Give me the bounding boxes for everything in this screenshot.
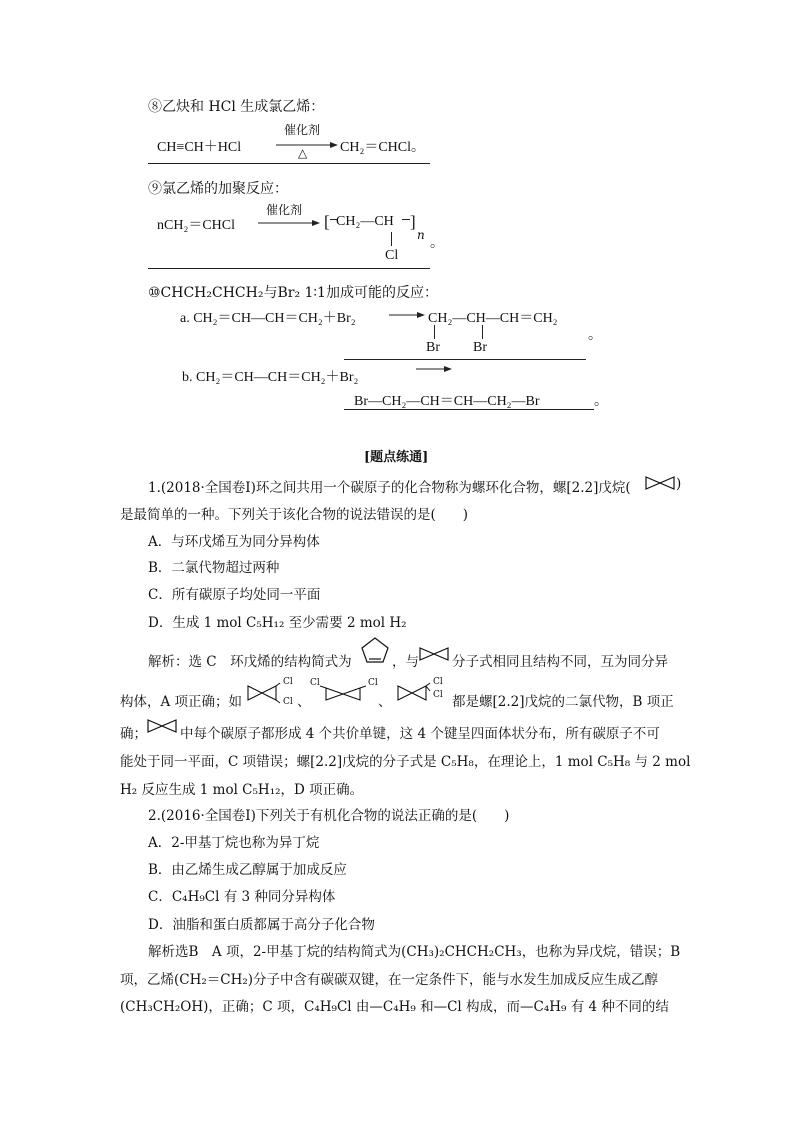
bond-line xyxy=(434,325,435,339)
reaction-10a-end: 。 xyxy=(588,328,602,343)
dichloro-spiro-3-icon xyxy=(396,680,432,706)
q1-stem-line1: 1.(2018·全国卷Ⅰ)环之间共用一个碳原子的化合物称为螺环化合物，螺[2.2]戊烷( xyxy=(148,480,631,496)
q2-option-b: B．由乙烯生成乙醇属于加成反应 xyxy=(148,862,347,878)
reaction-8-title: ⑧乙炔和 HCl 生成氯乙烯： xyxy=(148,99,325,115)
reaction-10a-reactants: a. CH₂＝CH—CH＝CH₂＋Br₂ xyxy=(180,311,356,326)
q1-answer-line4: 能处于同一平面，C 项错误；螺[2.2]戊烷的分子式是 C₅H₈，在理论上，1 mol C₅H₈ 与 2 mol xyxy=(120,754,691,770)
q1-answer-sep2: 、 xyxy=(378,694,392,710)
reaction-10b-end: 。 xyxy=(594,394,608,409)
reaction-8-product: CH₂＝CHCl。 xyxy=(340,140,426,155)
section-title: [题点练通] xyxy=(364,450,429,465)
q1-option-a: A．与环戊烯互为同分异构体 xyxy=(148,534,320,550)
cl-label: Cl xyxy=(283,697,293,707)
q1-answer-line5: H₂ 反应生成 1 mol C₅H₁₂，D 项正确。 xyxy=(120,782,364,798)
spiropentane-icon xyxy=(644,475,676,491)
polymer-n: n xyxy=(417,228,425,242)
q1-answer-sep1: 、 xyxy=(297,694,311,710)
reaction-10b-reactants: b. CH₂＝CH—CH＝CH₂＋Br₂ xyxy=(182,370,359,385)
reaction-arrow-icon xyxy=(258,219,320,227)
cyclopentene-icon xyxy=(360,636,390,664)
reaction-10-title: ⑩CHCH₂CHCH₂与Br₂ 1∶1加成可能的反应： xyxy=(148,285,438,301)
reaction-arrow-icon xyxy=(389,311,425,319)
reaction-8-catalyst: 催化剂 xyxy=(284,123,321,137)
q2-stem: 2.(2016·全国卷Ⅰ)下列关于有机化合物的说法正确的是( ) xyxy=(148,808,510,824)
q1-option-b: B．二氯代物超过两种 xyxy=(148,560,280,576)
q1-answer-line1b: ，与 xyxy=(392,654,419,670)
q2-answer-line3: (CH₃CH₂OH)，正确；C 项，C₄H₉Cl 由—C₄H₉ 和—Cl 构成，而—C₄H₉ 有 4 种不同的结 xyxy=(120,999,669,1015)
q2-answer-line2: 项，乙烯(CH₂＝CH₂)分子中含有碳碳双键，在一定条件下，能与水发生加成反应生成乙醇 xyxy=(120,972,659,988)
q1-option-c: C．所有碳原子均处同一平面 xyxy=(148,587,321,603)
q2-option-d: D．油脂和蛋白质都属于高分子化合物 xyxy=(148,917,375,933)
reaction-10b-product: Br—CH₂—CH＝CH—CH₂—Br xyxy=(354,394,540,409)
divider xyxy=(148,268,430,269)
polymer-bracket-left: [ xyxy=(324,212,330,231)
cl-label: Cl xyxy=(310,678,320,688)
q1-stem-line2: 是最简单的一种。下列关于该化合物的说法错误的是( ) xyxy=(120,507,469,523)
q1-answer-line1c: 分子式相同且结构不同，互为同分异 xyxy=(452,654,668,670)
divider xyxy=(344,359,586,360)
reaction-10a-br2: Br xyxy=(473,340,487,355)
bracket-bond xyxy=(402,219,410,220)
q1-answer-line2d: 都是螺[2.2]戊烷的二氯代物，B 项正 xyxy=(452,694,674,710)
spiropentane-icon xyxy=(418,646,450,662)
reaction-10a-product: CH₂—CH—CH＝CH₂ xyxy=(428,311,558,326)
reaction-10a-br1: Br xyxy=(426,340,440,355)
polymer-cl: Cl xyxy=(385,248,399,263)
q1-answer-line3b: 中每个碳原子都形成 4 个共价单键，这 4 个键呈四面体状分布，所有碳原子不可 xyxy=(180,726,660,742)
spiropentane-icon xyxy=(146,718,178,734)
reaction-8-heat: △ xyxy=(298,146,308,160)
cl-label: Cl xyxy=(433,690,443,700)
q1-answer-line1a: 解析：选 C 环戊烯的结构简式为 xyxy=(148,654,352,670)
dichloro-spiro-1-icon xyxy=(246,680,282,706)
cl-label: Cl xyxy=(433,677,443,687)
polymer-bracket-right: ] xyxy=(410,212,416,231)
reaction-9-catalyst: 催化剂 xyxy=(266,203,303,217)
reaction-arrow-icon xyxy=(416,365,452,373)
q1-answer-line2a: 构体，A 项正确；如 xyxy=(120,694,243,710)
bond-line xyxy=(391,232,392,246)
reaction-9-reactant: nCH₂＝CHCl xyxy=(157,218,236,233)
divider xyxy=(148,163,430,164)
cl-label: Cl xyxy=(283,677,293,687)
q1-answer-line3a: 确； xyxy=(120,726,147,742)
q2-option-a: A．2-甲基丁烷也称为异丁烷 xyxy=(148,835,320,851)
bond-line xyxy=(482,325,483,339)
reaction-9-end: 。 xyxy=(430,236,444,251)
divider xyxy=(344,409,594,410)
q1-option-d: D．生成 1 mol C₅H₁₂ 至少需要 2 mol H₂ xyxy=(148,615,407,631)
q2-option-c: C．C₄H₉Cl 有 3 种同分异构体 xyxy=(148,889,336,905)
dichloro-spiro-2-icon xyxy=(316,680,374,706)
polymer-repeat-unit: CH₂—CH xyxy=(336,214,394,229)
reaction-8-reactants: CH≡CH＋HCl xyxy=(157,140,242,155)
q1-stem-close: ) xyxy=(676,476,682,492)
cl-label: Cl xyxy=(368,678,378,688)
q2-answer-line1: 解析选B A 项，2-甲基丁烷的结构简式为(CH₃)₂CHCH₂CH₃，也称为异戊烷，错误；B xyxy=(148,944,681,960)
reaction-9-title: ⑨氯乙烯的加聚反应： xyxy=(148,181,288,197)
